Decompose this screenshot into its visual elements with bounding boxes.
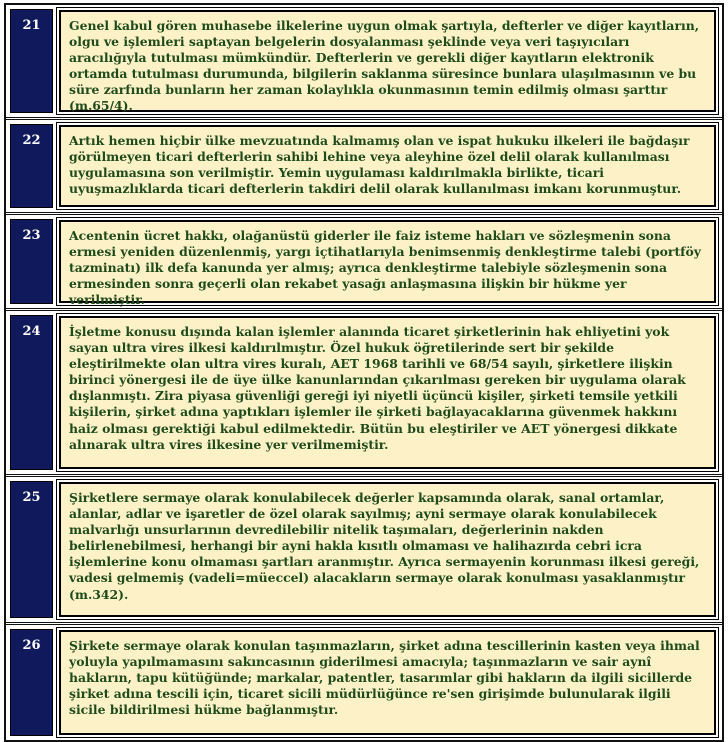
entry-number: 23 xyxy=(10,219,53,304)
entry-row-22 xyxy=(6,117,722,212)
entry-text: Genel kabul gören muhasebe ilkelerine uygun olmak şartıyla, defterler ve diğer kayıtların, olgu ve işlemleri saptayan belgelerin dosyalanması şeklinde veya veri taşıyıcıları aracılığıyla tutulması mümkündür. Defterlerin ve gerekli diğer kayıtların elektronik ortamda tutulması durumunda, bilgilerin saklanma süresince bunlara ulaşılmasının ve bu süre zarfında bunların her zaman kolaylıkla okunmasının temin edilmiş olması şarttır (m.65/4). xyxy=(59,10,716,112)
entry-number: 25 xyxy=(10,481,53,618)
entry-number: 26 xyxy=(10,629,53,736)
entry-number: 22 xyxy=(10,124,53,208)
entry-row-26 xyxy=(6,622,722,740)
entry-text: Artık hemen hiçbir ülke mevzuatında kalmamış olan ve ispat hukuku ilkeleri ile bağdaşır görülmeyen ticari defterlerin sahibi lehine veya aleyhine özel delil olarak kullanılması uygulamasına son verilmiştir. Yemin uygulaması kaldırılmakla birlikte, ticari uyuşmazlıklarda ticari defterlerin takdiri delil olarak kullanılması imkanı korunmuştur. xyxy=(59,125,716,207)
entry-number: 24 xyxy=(10,315,53,470)
entry-text: Acentenin ücret hakkı, olağanüstü giderler ile faiz isteme hakları ve sözleşmenin sona ermesi yeniden düzenlenmiş, yargı içtihatlarıyla benimsenmiş denkleştirme talebi (portföy tazminatı) ilk defa kanunda yer almış; ayrıca denkleştirme talebiyle sözleşmenin sona ermesinden sonra geçerli olan rekabet yasağı anlaşmasına ilişkin bir hükme yer verilmiştir. xyxy=(59,220,716,303)
entry-number: 21 xyxy=(10,9,53,113)
entry-text: İşletme konusu dışında kalan işlemler alanında ticaret şirketlerinin hak ehliyetini yok sayan ultra vires ilkesi kaldırılmıştır. Özel hukuk öğretilerinde sert bir şekilde eleştirilmekte olan ultra vires kuralı, AET 1968 tarihli ve 68/54 sayılı, şirketlere ilişkin birinci yönergesi ile de üye ülke kanunlarından çıkarılması gereken bir uygulama olarak dışlanmıştı. Zira piyasa güvenliği gereği iyi niyetli üçüncü kişiler, şirketi temsile yetkili kişilerin, şirket adına yaptıkları işlemler ile şirketi bağlayacaklarına güvenmek hakkını haiz olması gerektiği kabul edilmektedir. Bütün bu eleştiriler ve AET yönergesi dikkate alınarak ultra vires ilkesine yer verilmemiştir. xyxy=(59,316,716,469)
entry-row-21 xyxy=(6,5,722,117)
entry-text: Şirkete sermaye olarak konulan taşınmazların, şirket adına tescillerinin kasten veya ihmal yoluyla yapılmamasını sakıncasının giderilmesi amacıyla; taşınmazların ve sair aynî hakların, tapu kütüğünde; markalar, patentler, tasarımlar gibi hakların da ilgili sicillerde şirket adına tescili için, ticaret sicili müdürlüğünce re'sen girişimde bulunularak ilgili sicile bildirilmesi hükme bağlanmıştır. xyxy=(59,630,716,735)
entry-text: Şirketlere sermaye olarak konulabilecek değerler kapsamında olarak, sanal ortamlar, alanlar, adlar ve işaretler de özel olarak sayılmış; ayni sermaye olarak konulabilecek malvarlığı unsurlarının devredilebilir nitelik taşımaları, değerlerinin nakden belirlenebilmesi, herhangi bir ayni hakla kısıtlı olmaması ve halihazırda cebri icra işlemlerine konu olmaması şartları aranmıştır. Ayrıca sermayenin korunması ilkesi gereği, vadesi gelmemiş (vadeli=müeccel) alacakların sermaye olarak konulması yasaklanmıştır (m.342). xyxy=(59,482,716,617)
entry-row-23 xyxy=(6,212,722,308)
entries-table xyxy=(4,3,724,742)
entry-row-24 xyxy=(6,308,722,474)
entry-row-25 xyxy=(6,474,722,622)
